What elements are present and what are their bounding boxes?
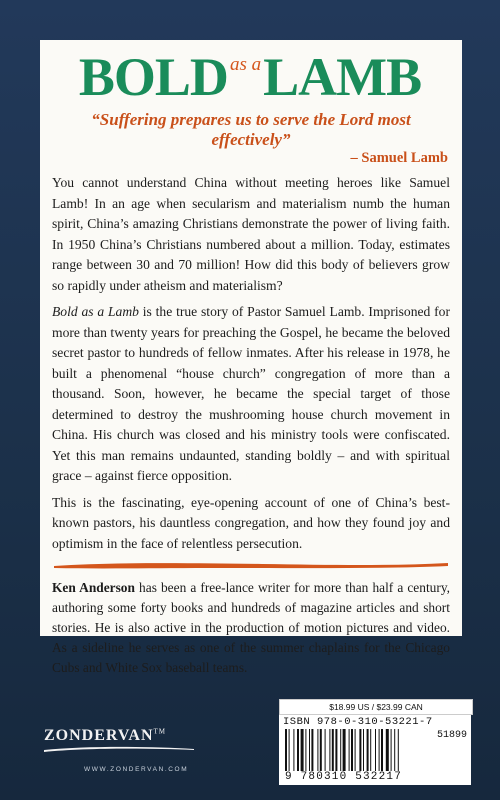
- isbn-text: ISBN 978-0-310-53221-7: [283, 716, 433, 728]
- paragraph-summary: This is the fascinating, eye-opening account of one of China’s best-known pastors, his dauntless congregation, and how they found joy and optimism in the face of relentless persecution.: [52, 494, 450, 551]
- title-bold: BOLD: [78, 47, 228, 107]
- author-bio: [52, 578, 450, 678]
- logo-swoosh-icon: [44, 746, 194, 752]
- barcode-bars: [285, 729, 445, 771]
- paragraph-story-text: is the true story of Pastor Samuel Lamb. Imprisoned for more than twenty years for preaching the Gospel, he became the beloved secret pastor to hundreds of fellow inmates. After his release in 1978, he built a phenomenal “house church” congregation of more than a thousand. Soon, however, he became the special target of those determined to destroy the mushrooming house church movement in China. His church was closed and his ministry tools were confiscated. Yet this man remains undaunted, standing boldly – and with spiritual grace – against fierce opposition.: [52, 304, 451, 483]
- back-cover-panel: [40, 40, 462, 675]
- price-label: $18.99 US / $23.99 CAN: [279, 699, 473, 715]
- paragraph-story: [52, 302, 450, 487]
- publisher-logo-text: ZONDERVAN: [44, 727, 154, 744]
- barcode-block: [279, 715, 471, 785]
- book-title-inline: Bold as a Lamb: [52, 304, 139, 319]
- ean-number: 9 780310 532217: [285, 771, 403, 783]
- pull-quote: “Suffering prepares us to serve the Lord most effectively”: [91, 110, 411, 149]
- author-paragraph: [52, 578, 450, 678]
- quote-attribution: – Samuel Lamb: [350, 150, 448, 166]
- title-as-a: as a: [229, 54, 262, 75]
- book-title: [50, 47, 450, 107]
- trademark-mark: TM: [153, 727, 166, 736]
- paragraph-intro: You cannot understand China without meeting heroes like Samuel Lamb! In an age when secularism and materialism numb the human spirit, China’s amazing Christians demonstrate the power of living faith. In 1950 China’s Christians numbered about a million. Today, estimates range between 30 and 70 million! How did this body of believers grow so rapidly under atheism and materialism?: [52, 175, 450, 293]
- barcode-addon: 51899: [436, 730, 467, 741]
- publisher-website: WWW.ZONDERVAN.COM: [84, 766, 189, 773]
- author-bio-text: has been a free-lance writer for more than half a century, authoring some forty books and hundreds of magazine articles and short stories. He is also active in the production of motion pictures and video. As a sideline he serves as one of the summer chaplains for the Chicago Cubs and White Sox baseball teams.: [52, 580, 450, 675]
- description: [52, 173, 450, 554]
- author-name: Ken Anderson: [52, 580, 135, 595]
- publisher-logo: [44, 727, 214, 752]
- brush-stroke-divider: [52, 560, 450, 570]
- title-lamb: LAMB: [263, 47, 422, 107]
